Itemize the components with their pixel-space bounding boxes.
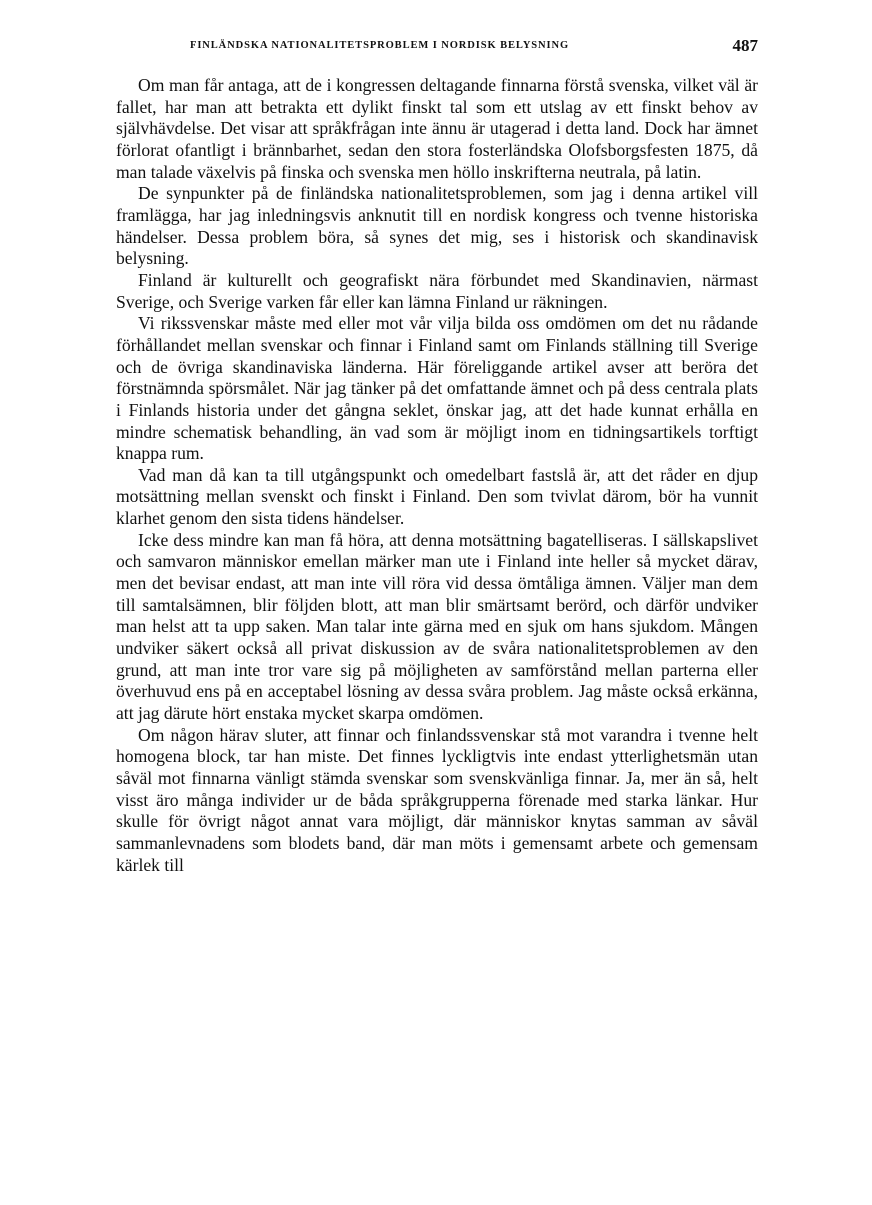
paragraph: De synpunkter på de finländska nationalitetsproblemen, som jag i denna artikel vill framlägga, har jag inledningsvis anknutit till en nordisk kongress och tvenne historiska händelser. Dessa problem böra, så synes det mig, ses i historisk och skandinavisk belysning. xyxy=(116,183,758,269)
paragraph: Om man får antaga, att de i kongressen deltagande finnarna förstå svenska, vilket väl är fallet, har man att betrakta ett dylikt finskt tal som ett utslag av ett finskt behov av självhävdelse. Det visar att språkfrågan inte ännu är utagerad i detta land. Dock har ämnet förlorat ofantligt i brännbarhet, sedan den stora fosterländska Olofsborgsfesten 1875, då man talade växelvis på finska och svenska men höllo inskrifterna neutrala, på latin. xyxy=(116,75,758,182)
paragraph: Finland är kulturellt och geografiskt nära förbundet med Skandinavien, närmast Sverige, och Sverige varken får eller kan lämna Finland ur räkningen. xyxy=(116,269,758,312)
running-header-title: FINLÄNDSKA NATIONALITETSPROBLEM I NORDISK BELYSNING xyxy=(190,40,570,51)
article-body xyxy=(116,75,758,876)
page-number: 487 xyxy=(732,36,758,55)
paragraph: Om någon härav sluter, att finnar och finlandssvenskar stå mot varandra i tvenne helt homogena block, tar han miste. Det finnes lyckligtvis inte endast ytterlighetsmän utan såväl mot finnarna vänligt stämda svenskar som svenskvänliga finnar. Ja, mer än så, helt visst äro många individer ur de båda språkgrupperna förenade med starka länkar. Hur skulle för övrigt något annat vara möjligt, där människor knytas samman av såväl sammanlevnadens som blodets band, där man möts i gemensamt arbete och gemensam kärlek till xyxy=(116,724,758,875)
paragraph: Icke dess mindre kan man få höra, att denna motsättning bagatelliseras. I sällskapslivet och samvaron människor emellan märker man ute i Finland inte heller så mycket därav, men det bevisar endast, att man inte vill röra vid dessa ömtåliga ämnen. Väljer man dem till samtalsämnen, blir följden blott, att man blir smärtsamt berörd, och därför undviker man helst att ta upp saken. Man talar inte gärna med en sjuk om hans sjukdom. Mången undviker säkert också all privat diskussion av de svåra nationalitetsproblemen av den grund, att man inte tror vare sig på möjligheten av samförstånd mellan parterna eller överhuvud ens på en acceptabel lösning av dessa svåra problem. Jag måste också erkänna, att jag därute hört enstaka mycket skarpa omdömen. xyxy=(116,529,758,724)
running-header xyxy=(190,36,758,60)
paragraph: Vi rikssvenskar måste med eller mot vår vilja bilda oss omdömen om det nu rådande förhållandet mellan svenskar och finnar i Finland samt om Finlands ställning till Sverige och de övriga skandinaviska länderna. Här föreliggande artikel avser att beröra det förstnämnda spörsmålet. När jag tänker på det omfattande ämnet och på dess centrala plats i Finlands historia under det gångna seklet, önskar jag, att det hade kunnat erhålla en mindre schematisk behandling, än vad som är möjligt inom en tidningsartikels torftigt knappa rum. xyxy=(116,313,758,464)
paragraph: Vad man då kan ta till utgångspunkt och omedelbart fastslå är, att det råder en djup motsättning mellan svenskt och finskt i Finland. Den som tvivlat därom, bör ha vunnit klarhet genom den sista tidens händelser. xyxy=(116,464,758,529)
